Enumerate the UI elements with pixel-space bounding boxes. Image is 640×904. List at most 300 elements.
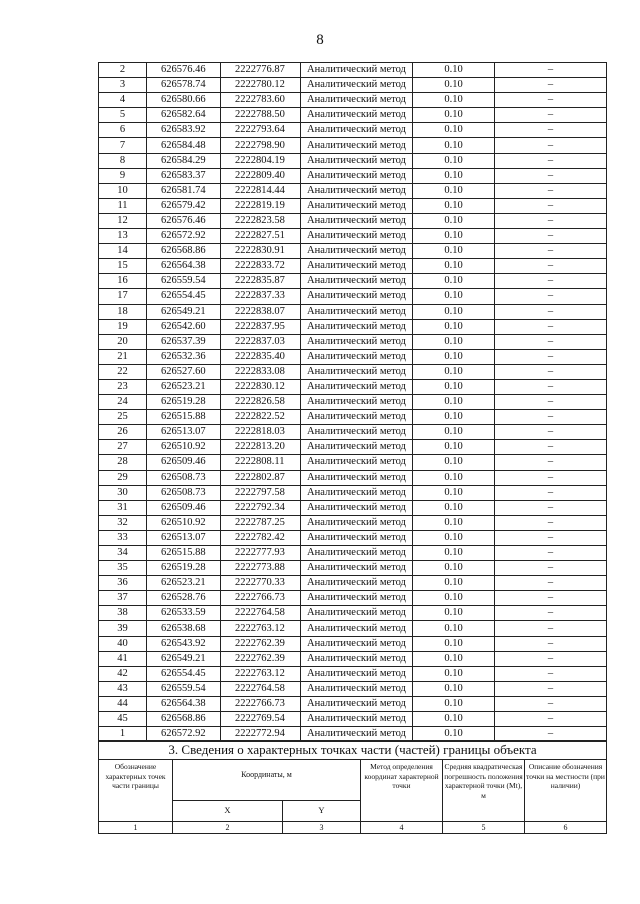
method-cell: Аналитический метод [301, 244, 413, 259]
point-number-cell: 45 [99, 712, 147, 727]
description-cell: – [495, 244, 607, 259]
table-row [99, 289, 607, 304]
method-cell: Аналитический метод [301, 546, 413, 561]
coord-y-cell: 2222830.12 [221, 379, 301, 394]
method-cell: Аналитический метод [301, 304, 413, 319]
coord-x-cell: 626576.46 [147, 63, 221, 78]
description-cell: – [495, 425, 607, 440]
accuracy-cell: 0.10 [413, 93, 495, 108]
point-number-cell: 23 [99, 379, 147, 394]
table-row [99, 621, 607, 636]
coord-y-cell: 2222835.40 [221, 349, 301, 364]
table-row [99, 138, 607, 153]
column-number: 5 [443, 822, 525, 834]
accuracy-cell: 0.10 [413, 78, 495, 93]
method-cell: Аналитический метод [301, 138, 413, 153]
coord-y-cell: 2222769.54 [221, 712, 301, 727]
method-cell: Аналитический метод [301, 213, 413, 228]
accuracy-cell: 0.10 [413, 591, 495, 606]
accuracy-cell: 0.10 [413, 470, 495, 485]
coord-y-cell: 2222770.33 [221, 576, 301, 591]
coord-x-cell: 626519.28 [147, 395, 221, 410]
description-cell: – [495, 229, 607, 244]
accuracy-cell: 0.10 [413, 108, 495, 123]
table-row [99, 123, 607, 138]
point-number-cell: 29 [99, 470, 147, 485]
coord-y-cell: 2222835.87 [221, 274, 301, 289]
coord-x-cell: 626579.42 [147, 198, 221, 213]
header-point-designation: Обозначение характерных точек части границы [99, 760, 173, 822]
point-number-cell: 38 [99, 606, 147, 621]
description-cell: – [495, 727, 607, 742]
coord-x-cell: 626510.92 [147, 440, 221, 455]
coord-y-cell: 2222763.12 [221, 621, 301, 636]
description-cell: – [495, 591, 607, 606]
table-row [99, 274, 607, 289]
description-cell: – [495, 500, 607, 515]
coord-x-cell: 626554.45 [147, 289, 221, 304]
coord-x-cell: 626537.39 [147, 334, 221, 349]
coord-y-cell: 2222826.58 [221, 395, 301, 410]
method-cell: Аналитический метод [301, 349, 413, 364]
accuracy-cell: 0.10 [413, 153, 495, 168]
accuracy-cell: 0.10 [413, 274, 495, 289]
point-number-cell: 33 [99, 530, 147, 545]
coord-x-cell: 626532.36 [147, 349, 221, 364]
coord-x-cell: 626584.29 [147, 153, 221, 168]
description-cell: – [495, 636, 607, 651]
description-cell: – [495, 168, 607, 183]
column-number: 3 [283, 822, 361, 834]
column-number: 4 [361, 822, 443, 834]
coord-y-cell: 2222792.34 [221, 500, 301, 515]
header-y: Y [283, 801, 361, 822]
table-row [99, 515, 607, 530]
coord-y-cell: 2222827.51 [221, 229, 301, 244]
point-number-cell: 5 [99, 108, 147, 123]
coord-y-cell: 2222764.58 [221, 681, 301, 696]
method-cell: Аналитический метод [301, 530, 413, 545]
coord-x-cell: 626583.92 [147, 123, 221, 138]
coord-x-cell: 626568.86 [147, 244, 221, 259]
accuracy-cell: 0.10 [413, 546, 495, 561]
description-cell: – [495, 364, 607, 379]
description-cell: – [495, 485, 607, 500]
table-row [99, 561, 607, 576]
table-row [99, 78, 607, 93]
accuracy-cell: 0.10 [413, 168, 495, 183]
table-row [99, 530, 607, 545]
coord-y-cell: 2222813.20 [221, 440, 301, 455]
table-row [99, 319, 607, 334]
accuracy-cell: 0.10 [413, 319, 495, 334]
coord-x-cell: 626523.21 [147, 576, 221, 591]
table-row [99, 63, 607, 78]
accuracy-cell: 0.10 [413, 515, 495, 530]
point-number-cell: 18 [99, 304, 147, 319]
coord-x-cell: 626508.73 [147, 485, 221, 500]
coord-y-cell: 2222814.44 [221, 183, 301, 198]
table-row [99, 470, 607, 485]
point-number-cell: 28 [99, 455, 147, 470]
table-row [99, 425, 607, 440]
table-row [99, 168, 607, 183]
description-cell: – [495, 530, 607, 545]
coord-y-cell: 2222809.40 [221, 168, 301, 183]
accuracy-cell: 0.10 [413, 712, 495, 727]
coord-y-cell: 2222823.58 [221, 213, 301, 228]
point-number-cell: 36 [99, 576, 147, 591]
method-cell: Аналитический метод [301, 470, 413, 485]
description-cell: – [495, 455, 607, 470]
description-cell: – [495, 410, 607, 425]
coord-y-cell: 2222763.12 [221, 666, 301, 681]
table-row [99, 379, 607, 394]
table-row [99, 334, 607, 349]
accuracy-cell: 0.10 [413, 379, 495, 394]
description-cell: – [495, 334, 607, 349]
accuracy-cell: 0.10 [413, 606, 495, 621]
method-cell: Аналитический метод [301, 727, 413, 742]
method-cell: Аналитический метод [301, 289, 413, 304]
point-number-cell: 15 [99, 259, 147, 274]
coord-y-cell: 2222762.39 [221, 651, 301, 666]
description-cell: – [495, 274, 607, 289]
method-cell: Аналитический метод [301, 395, 413, 410]
description-cell: – [495, 349, 607, 364]
method-cell: Аналитический метод [301, 93, 413, 108]
method-cell: Аналитический метод [301, 108, 413, 123]
coord-x-cell: 626527.60 [147, 364, 221, 379]
coord-x-cell: 626580.66 [147, 93, 221, 108]
column-number: 6 [525, 822, 607, 834]
coordinates-table [98, 62, 607, 742]
table-row [99, 153, 607, 168]
description-cell: – [495, 63, 607, 78]
accuracy-cell: 0.10 [413, 500, 495, 515]
point-number-cell: 6 [99, 123, 147, 138]
point-number-cell: 27 [99, 440, 147, 455]
coord-x-cell: 626509.46 [147, 500, 221, 515]
description-cell: – [495, 546, 607, 561]
point-number-cell: 14 [99, 244, 147, 259]
coord-y-cell: 2222780.12 [221, 78, 301, 93]
accuracy-cell: 0.10 [413, 681, 495, 696]
coord-y-cell: 2222777.93 [221, 546, 301, 561]
accuracy-cell: 0.10 [413, 410, 495, 425]
coord-x-cell: 626543.92 [147, 636, 221, 651]
coord-x-cell: 626572.92 [147, 229, 221, 244]
method-cell: Аналитический метод [301, 229, 413, 244]
coord-y-cell: 2222766.73 [221, 591, 301, 606]
accuracy-cell: 0.10 [413, 485, 495, 500]
coord-x-cell: 626538.68 [147, 621, 221, 636]
point-number-cell: 20 [99, 334, 147, 349]
table-row [99, 93, 607, 108]
section-3-table [98, 740, 607, 834]
coord-x-cell: 626564.38 [147, 696, 221, 711]
accuracy-cell: 0.10 [413, 364, 495, 379]
table-row [99, 712, 607, 727]
accuracy-cell: 0.10 [413, 229, 495, 244]
point-number-cell: 40 [99, 636, 147, 651]
point-number-cell: 11 [99, 198, 147, 213]
point-number-cell: 3 [99, 78, 147, 93]
method-cell: Аналитический метод [301, 334, 413, 349]
accuracy-cell: 0.10 [413, 440, 495, 455]
coord-y-cell: 2222783.60 [221, 93, 301, 108]
point-number-cell: 19 [99, 319, 147, 334]
method-cell: Аналитический метод [301, 274, 413, 289]
method-cell: Аналитический метод [301, 606, 413, 621]
table-row [99, 364, 607, 379]
accuracy-cell: 0.10 [413, 651, 495, 666]
accuracy-cell: 0.10 [413, 561, 495, 576]
method-cell: Аналитический метод [301, 425, 413, 440]
method-cell: Аналитический метод [301, 198, 413, 213]
accuracy-cell: 0.10 [413, 304, 495, 319]
method-cell: Аналитический метод [301, 681, 413, 696]
coord-x-cell: 626581.74 [147, 183, 221, 198]
coord-y-cell: 2222798.90 [221, 138, 301, 153]
coord-y-cell: 2222782.42 [221, 530, 301, 545]
coord-x-cell: 626508.73 [147, 470, 221, 485]
description-cell: – [495, 440, 607, 455]
coord-x-cell: 626582.64 [147, 108, 221, 123]
description-cell: – [495, 259, 607, 274]
description-cell: – [495, 576, 607, 591]
description-cell: – [495, 561, 607, 576]
description-cell: – [495, 621, 607, 636]
point-number-cell: 34 [99, 546, 147, 561]
coord-y-cell: 2222766.73 [221, 696, 301, 711]
accuracy-cell: 0.10 [413, 727, 495, 742]
point-number-cell: 42 [99, 666, 147, 681]
accuracy-cell: 0.10 [413, 666, 495, 681]
coord-x-cell: 626572.92 [147, 727, 221, 742]
header-accuracy: Средняя квадратическая погрешность положения характерной точки (Mt), м [443, 760, 525, 822]
description-cell: – [495, 470, 607, 485]
coord-y-cell: 2222822.52 [221, 410, 301, 425]
point-number-cell: 30 [99, 485, 147, 500]
method-cell: Аналитический метод [301, 576, 413, 591]
description-cell: – [495, 696, 607, 711]
accuracy-cell: 0.10 [413, 213, 495, 228]
coord-y-cell: 2222838.07 [221, 304, 301, 319]
coord-x-cell: 626583.37 [147, 168, 221, 183]
coord-x-cell: 626509.46 [147, 455, 221, 470]
coord-x-cell: 626584.48 [147, 138, 221, 153]
coord-y-cell: 2222818.03 [221, 425, 301, 440]
coord-y-cell: 2222776.87 [221, 63, 301, 78]
coord-y-cell: 2222772.94 [221, 727, 301, 742]
description-cell: – [495, 123, 607, 138]
description-cell: – [495, 651, 607, 666]
coord-y-cell: 2222787.25 [221, 515, 301, 530]
accuracy-cell: 0.10 [413, 455, 495, 470]
coord-y-cell: 2222819.19 [221, 198, 301, 213]
coord-y-cell: 2222802.87 [221, 470, 301, 485]
table-row [99, 410, 607, 425]
method-cell: Аналитический метод [301, 515, 413, 530]
header-x: X [173, 801, 283, 822]
coord-x-cell: 626549.21 [147, 304, 221, 319]
point-number-cell: 13 [99, 229, 147, 244]
method-cell: Аналитический метод [301, 561, 413, 576]
method-cell: Аналитический метод [301, 168, 413, 183]
description-cell: – [495, 213, 607, 228]
accuracy-cell: 0.10 [413, 636, 495, 651]
point-number-cell: 16 [99, 274, 147, 289]
point-number-cell: 10 [99, 183, 147, 198]
table-row [99, 395, 607, 410]
table-row [99, 213, 607, 228]
accuracy-cell: 0.10 [413, 334, 495, 349]
coord-x-cell: 626554.45 [147, 666, 221, 681]
coord-y-cell: 2222793.64 [221, 123, 301, 138]
point-number-cell: 2 [99, 63, 147, 78]
point-number-cell: 37 [99, 591, 147, 606]
method-cell: Аналитический метод [301, 410, 413, 425]
description-cell: – [495, 304, 607, 319]
point-number-cell: 8 [99, 153, 147, 168]
coord-y-cell: 2222797.58 [221, 485, 301, 500]
coord-y-cell: 2222837.03 [221, 334, 301, 349]
accuracy-cell: 0.10 [413, 425, 495, 440]
table-row [99, 500, 607, 515]
table-row [99, 576, 607, 591]
accuracy-cell: 0.10 [413, 530, 495, 545]
page-number: 8 [316, 32, 324, 48]
method-cell: Аналитический метод [301, 259, 413, 274]
method-cell: Аналитический метод [301, 485, 413, 500]
description-cell: – [495, 712, 607, 727]
point-number-cell: 44 [99, 696, 147, 711]
point-number-cell: 1 [99, 727, 147, 742]
coord-y-cell: 2222788.50 [221, 108, 301, 123]
coord-x-cell: 626523.21 [147, 379, 221, 394]
accuracy-cell: 0.10 [413, 576, 495, 591]
accuracy-cell: 0.10 [413, 259, 495, 274]
point-number-cell: 9 [99, 168, 147, 183]
column-number: 1 [99, 822, 173, 834]
table-row [99, 183, 607, 198]
header-method: Метод определения координат характерной точки [361, 760, 443, 822]
table-row [99, 244, 607, 259]
table-row [99, 666, 607, 681]
table-row [99, 696, 607, 711]
table-row [99, 606, 607, 621]
coord-x-cell: 626533.59 [147, 606, 221, 621]
table-row [99, 591, 607, 606]
description-cell: – [495, 183, 607, 198]
coord-x-cell: 626519.28 [147, 561, 221, 576]
coord-x-cell: 626549.21 [147, 651, 221, 666]
method-cell: Аналитический метод [301, 591, 413, 606]
method-cell: Аналитический метод [301, 78, 413, 93]
accuracy-cell: 0.10 [413, 123, 495, 138]
method-cell: Аналитический метод [301, 364, 413, 379]
point-number-cell: 39 [99, 621, 147, 636]
description-cell: – [495, 108, 607, 123]
coord-x-cell: 626515.88 [147, 410, 221, 425]
table-row [99, 485, 607, 500]
method-cell: Аналитический метод [301, 63, 413, 78]
table-row [99, 198, 607, 213]
coord-y-cell: 2222764.58 [221, 606, 301, 621]
coord-y-cell: 2222773.88 [221, 561, 301, 576]
point-number-cell: 17 [99, 289, 147, 304]
method-cell: Аналитический метод [301, 183, 413, 198]
column-number: 2 [173, 822, 283, 834]
coord-y-cell: 2222833.08 [221, 364, 301, 379]
table-row [99, 636, 607, 651]
method-cell: Аналитический метод [301, 500, 413, 515]
accuracy-cell: 0.10 [413, 244, 495, 259]
table-row [99, 546, 607, 561]
point-number-cell: 4 [99, 93, 147, 108]
coord-y-cell: 2222804.19 [221, 153, 301, 168]
description-cell: – [495, 681, 607, 696]
description-cell: – [495, 93, 607, 108]
method-cell: Аналитический метод [301, 712, 413, 727]
header-description: Описание обозначения точки на местности (при наличии) [525, 760, 607, 822]
description-cell: – [495, 138, 607, 153]
method-cell: Аналитический метод [301, 621, 413, 636]
point-number-cell: 21 [99, 349, 147, 364]
table-row [99, 349, 607, 364]
section-3-title: 3. Сведения о характерных точках части (частей) границы объекта [99, 741, 607, 760]
coord-y-cell: 2222762.39 [221, 636, 301, 651]
point-number-cell: 7 [99, 138, 147, 153]
method-cell: Аналитический метод [301, 455, 413, 470]
description-cell: – [495, 606, 607, 621]
coord-x-cell: 626568.86 [147, 712, 221, 727]
table-row [99, 304, 607, 319]
description-cell: – [495, 379, 607, 394]
coord-x-cell: 626513.07 [147, 530, 221, 545]
accuracy-cell: 0.10 [413, 696, 495, 711]
description-cell: – [495, 153, 607, 168]
coord-x-cell: 626559.54 [147, 681, 221, 696]
description-cell: – [495, 78, 607, 93]
method-cell: Аналитический метод [301, 666, 413, 681]
description-cell: – [495, 198, 607, 213]
table-row [99, 229, 607, 244]
point-number-cell: 24 [99, 395, 147, 410]
point-number-cell: 22 [99, 364, 147, 379]
description-cell: – [495, 319, 607, 334]
accuracy-cell: 0.10 [413, 621, 495, 636]
coord-y-cell: 2222808.11 [221, 455, 301, 470]
accuracy-cell: 0.10 [413, 183, 495, 198]
method-cell: Аналитический метод [301, 379, 413, 394]
coord-x-cell: 626542.60 [147, 319, 221, 334]
method-cell: Аналитический метод [301, 696, 413, 711]
coord-y-cell: 2222837.95 [221, 319, 301, 334]
point-number-cell: 31 [99, 500, 147, 515]
method-cell: Аналитический метод [301, 651, 413, 666]
coord-y-cell: 2222837.33 [221, 289, 301, 304]
description-cell: – [495, 515, 607, 530]
point-number-cell: 41 [99, 651, 147, 666]
accuracy-cell: 0.10 [413, 63, 495, 78]
method-cell: Аналитический метод [301, 123, 413, 138]
point-number-cell: 12 [99, 213, 147, 228]
accuracy-cell: 0.10 [413, 349, 495, 364]
accuracy-cell: 0.10 [413, 198, 495, 213]
coord-x-cell: 626513.07 [147, 425, 221, 440]
